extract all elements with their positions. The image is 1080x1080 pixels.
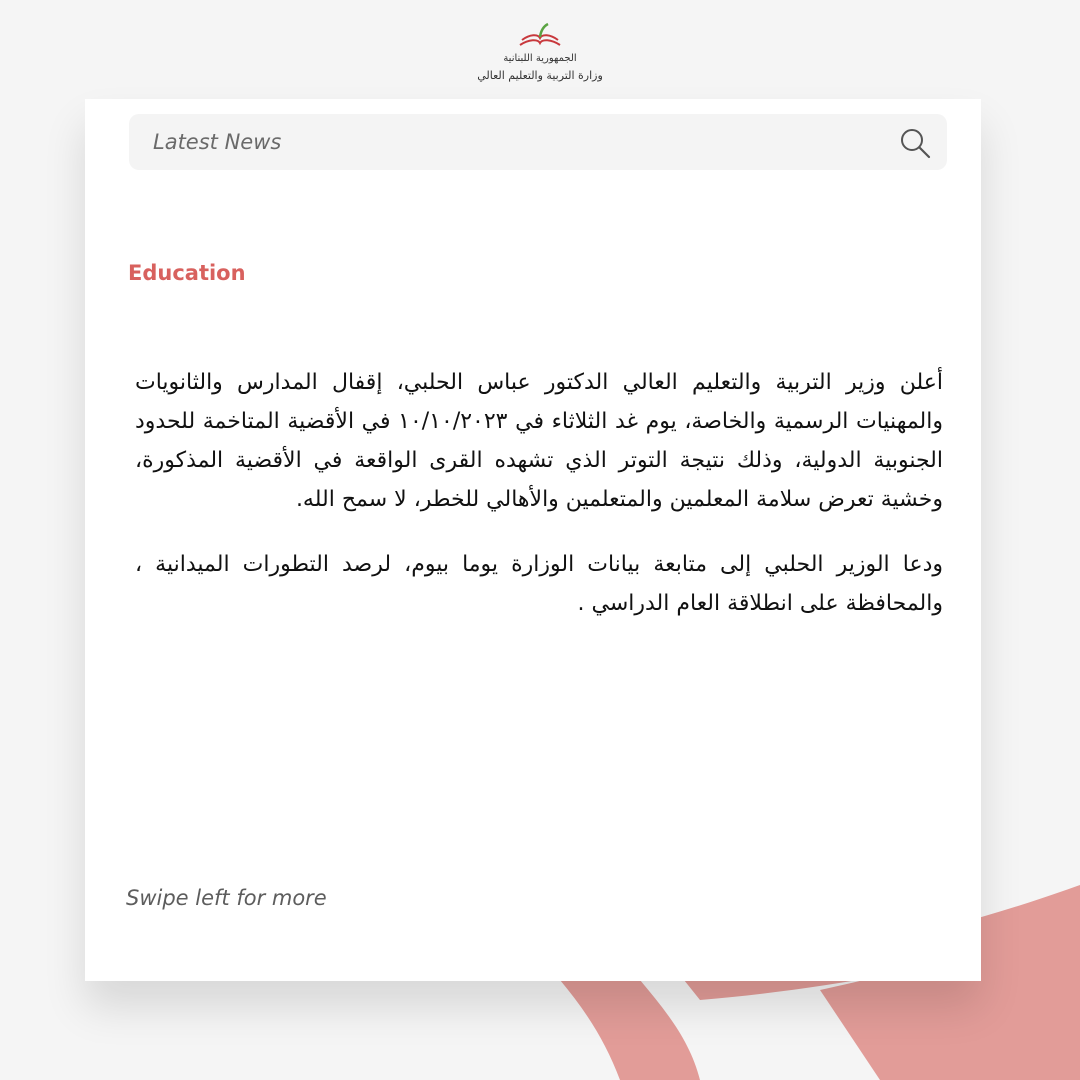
ministry-header (440, 20, 640, 90)
article-paragraph: ودعا الوزير الحلبي إلى متابعة بيانات الوزارة يوما بيوم، لرصد التطورات الميدانية ، والمحافظة على انطلاقة العام الدراسي . (135, 552, 943, 616)
ministry-label: وزارة التربية والتعليم العالي (477, 69, 603, 82)
republic-label: الجمهورية اللبنانية (503, 53, 577, 64)
search-label: Latest News (153, 130, 282, 154)
swipe-hint: Swipe left for more (126, 886, 327, 910)
search-icon[interactable] (899, 127, 931, 159)
ministry-logo-icon (514, 22, 566, 50)
article-paragraph: أعلن وزير التربية والتعليم العالي الدكتور عباس الحلبي، إقفال المدارس والثانويات والمهنيات الرسمية والخاصة، يوم غد الثلاثاء في ١٠/١٠/٢٠٢٣ في الأقضية المتاخمة للحدود الجنوبية الدولية، وذلك نتيجة التوتر الذي تشهده القرى الواقعة في الأقضية المذكورة، وخشية تعرض سلامة المعلمين والمتعلمين والأهالي للخطر، لا سمح الله. (135, 370, 943, 512)
article-category: Education (128, 261, 246, 285)
article-body (135, 363, 943, 649)
news-card (85, 99, 981, 981)
search-bar[interactable] (129, 114, 947, 170)
